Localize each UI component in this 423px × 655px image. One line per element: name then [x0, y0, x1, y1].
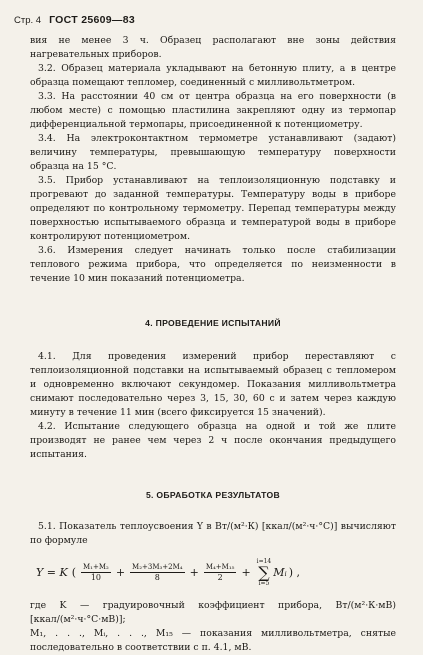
- formula-fraction-3: [204, 563, 237, 583]
- fraction-2-denominator: 8: [154, 572, 160, 582]
- formula-lhs: Y = K: [36, 565, 68, 579]
- formula-plus-1: +: [115, 565, 126, 579]
- paragraph-5-1: 5.1. Показатель теплоусвоения Y в Вт/(м²·К) [ккал/(м²·ч·°С)] вычисляют по формуле: [30, 521, 396, 546]
- formula-open-paren: (: [71, 565, 76, 579]
- formula-plus-2: +: [189, 565, 199, 579]
- fraction-2-numerator: M₂+3M₃+2M₄: [132, 562, 183, 571]
- formula-fraction-1: [81, 563, 111, 583]
- paragraph-continuation: вия не менее 3 ч. Образец располагают вне зоны действия нагревательных приборов.: [30, 35, 396, 60]
- document-body: [30, 34, 396, 655]
- formula-y: [36, 558, 396, 587]
- formula-plus-3: +: [241, 565, 251, 579]
- fraction-3-denominator: 2: [217, 572, 223, 582]
- fraction-1-denominator: 10: [90, 572, 101, 582]
- paragraph-3-4: 3.4. На электроконтактном термометре устанавливают (задают) величину температуры, превышающую температуру поверхности образца на 15 °С.: [30, 133, 396, 172]
- paragraph-3-3: 3.3. На расстоянии 40 см от центра образца на его поверхности (в любом месте) с помощью пластилина закрепляют одну из термопар дифференциальной термопары, присоединенной к потенциометру.: [30, 91, 396, 130]
- paragraph-4-1: 4.1. Для проведения измерений прибор переставляют с теплоизоляционной подставки на испытываемый образец с тепломером и одновременно включают секундомер. Показания милливольтметра снимают последовательно через 3, 15, 30, 60 с и затем через каждую минуту в течение 11 мин (всего фиксируется 15 значений).: [30, 351, 396, 418]
- where-m: M₁, . . ., Mᵢ, . . ., M₁₅ — показания милливольтметра, снятые последовательно в соответствии с п. 4.1, мВ.: [30, 628, 396, 653]
- sum-upper-limit: i=14: [256, 558, 272, 565]
- sigma-icon: ∑: [258, 563, 270, 582]
- sum-term: Mᵢ: [273, 565, 287, 579]
- fraction-3-numerator: M₄+M₁₅: [205, 562, 235, 571]
- fraction-1-numerator: M₁+M₂: [83, 562, 109, 571]
- paragraph-3-6: 3.6. Измерения следует начинать только после стабилизации теплового режима прибора, что определяется по неизменности в течение 10 мин показаний потенциометра.: [30, 245, 396, 284]
- page-header: [14, 14, 135, 26]
- where-k: где K — градуировочный коэффициент прибора, Вт/(м²·К·мВ) [ккал/(м²·ч·°С·мВ)];: [30, 600, 396, 625]
- section-4-title: 4. ПРОВЕДЕНИЕ ИСПЫТАНИЙ: [145, 318, 281, 328]
- formula-sum: [257, 558, 272, 587]
- formula-close-paren: ) ,: [288, 565, 301, 579]
- section-5-title: 5. ОБРАБОТКА РЕЗУЛЬТАТОВ: [145, 490, 281, 500]
- paragraph-4-2: 4.2. Испытание следующего образца на одной и той же плите производят не ранее чем через 2 ч после окончания предыдущего испытания.: [30, 421, 396, 460]
- page-number: Стр. 4: [14, 15, 42, 26]
- paragraph-3-2: 3.2. Образец материала укладывают на бетонную плиту, а в центре образца помещают тепломер, соединенный с милливольтметром.: [30, 63, 396, 88]
- formula-fraction-2: [130, 563, 185, 583]
- paragraph-3-5: 3.5. Прибор устанавливают на теплоизоляционную подставку и прогревают до заданной температуры. Температуру воды в приборе определяют по контрольному термометру. Перепад температуры между поверхностью испытываемого образца и температурой воды в приборе контролируют потенциометром.: [30, 175, 396, 242]
- standard-code: ГОСТ 25609—83: [49, 14, 135, 26]
- sum-lower-limit: i=5: [258, 580, 270, 587]
